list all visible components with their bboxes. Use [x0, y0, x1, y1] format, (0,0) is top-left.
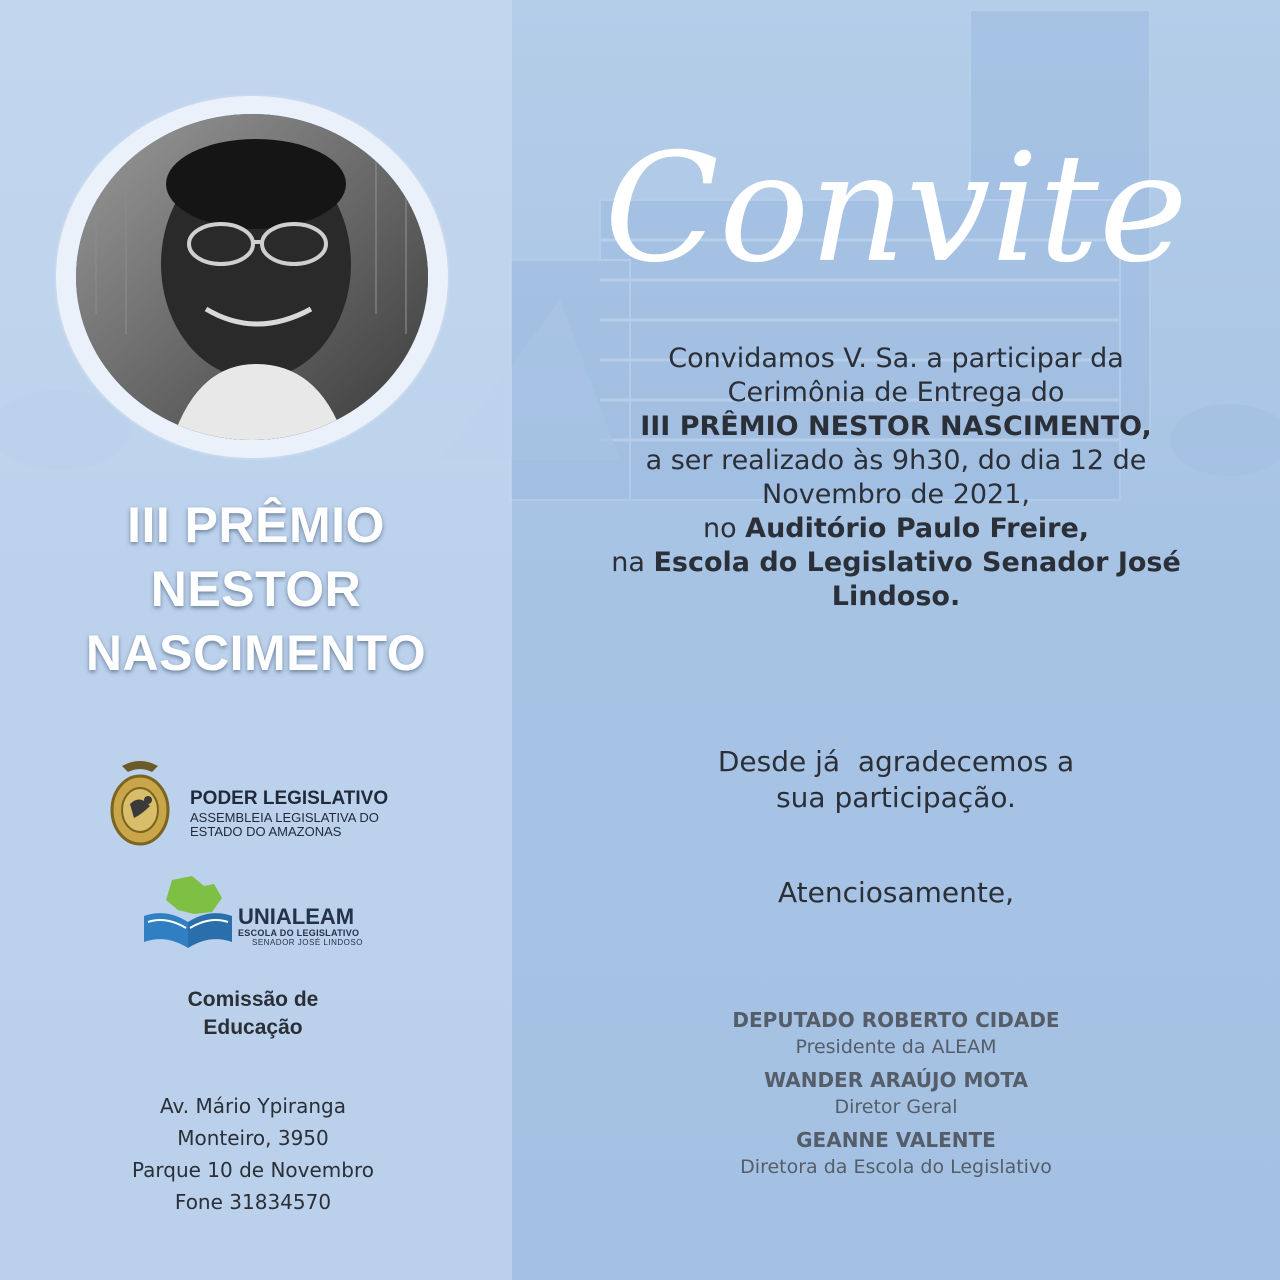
thanks-line: sua participação. — [776, 781, 1016, 814]
invitation-line-bold: III PRÊMIO NESTOR NASCIMENTO, — [640, 411, 1152, 442]
poder-legislativo-title: PODER LEGISLATIVO — [190, 788, 389, 809]
unialeam-subtitle: ESCOLA DO LEGISLATIVO — [238, 928, 360, 938]
address-block — [0, 1090, 506, 1218]
regards-text: Atenciosamente, — [777, 876, 1015, 909]
portrait-frame — [56, 96, 448, 458]
invitation-school — [556, 546, 1236, 580]
unialeam-logo — [142, 872, 382, 962]
address-line: Parque 10 de Novembro — [131, 1158, 375, 1182]
unialeam-subtitle: SENADOR JOSÉ LINDOSO — [252, 938, 363, 947]
poder-legislativo-subtitle-line: ESTADO DO AMAZONAS — [190, 824, 342, 839]
thanks-text — [556, 744, 1236, 816]
poder-legislativo-subtitle — [190, 811, 379, 839]
amazonas-seal-icon — [108, 756, 172, 852]
convite-heading-text: Convite — [604, 122, 1188, 296]
invitation-body — [556, 342, 1236, 614]
invitation-school-name-end: Lindoso. — [831, 581, 961, 612]
unialeam-name: UNIALEAM — [238, 904, 355, 929]
invitation-line: Cerimônia de Entrega do — [727, 377, 1065, 408]
invitation-venue-name: Auditório Paulo Freire, — [745, 513, 1090, 544]
signer — [556, 1126, 1236, 1180]
signer-role: Presidente da ALEAM — [795, 1036, 997, 1058]
convite-heading — [566, 110, 1226, 310]
signers-list — [556, 1006, 1236, 1186]
award-title-line: III PRÊMIO — [127, 497, 385, 553]
invitation-line: a ser realizado às 9h30, do dia 12 de — [645, 445, 1147, 476]
commission-label — [0, 986, 506, 1042]
signer-name: GEANNE VALENTE — [796, 1128, 996, 1152]
address-line: Monteiro, 3950 — [177, 1126, 329, 1150]
address-line: Av. Mário Ypiranga — [160, 1094, 346, 1118]
signer-role: Diretor Geral — [834, 1096, 958, 1118]
poder-legislativo-subtitle-line: ASSEMBLEIA LEGISLATIVA DO — [190, 810, 379, 825]
signer — [556, 1006, 1236, 1060]
signer — [556, 1066, 1236, 1120]
award-title-line: NESTOR — [150, 561, 362, 617]
commission-line: Educação — [203, 1016, 303, 1039]
invitation-line: Novembro de 2021, — [762, 479, 1030, 510]
portrait-photo — [76, 114, 428, 440]
signer-name: WANDER ARAÚJO MOTA — [764, 1068, 1028, 1092]
invitation-line: Convidamos V. Sa. a participar da — [668, 343, 1124, 374]
open-book-icon — [142, 872, 234, 956]
thanks-line: Desde já agradecemos a — [717, 745, 1075, 778]
address-line: Fone 31834570 — [174, 1190, 332, 1214]
signer-name: DEPUTADO ROBERTO CIDADE — [732, 1008, 1060, 1032]
invitation-school-name: Escola do Legislativo Senador José — [653, 547, 1181, 578]
invitation-prefix: no — [702, 513, 746, 544]
poder-legislativo-logo — [108, 756, 408, 852]
award-title-line: NASCIMENTO — [85, 625, 427, 681]
commission-line: Comissão de — [187, 988, 319, 1011]
invitation-venue — [556, 512, 1236, 546]
signer-role: Diretora da Escola do Legislativo — [740, 1156, 1052, 1178]
invitation-school-end — [556, 580, 1236, 614]
invitation-award-name — [556, 410, 1236, 444]
invitation-prefix: na — [611, 547, 654, 578]
